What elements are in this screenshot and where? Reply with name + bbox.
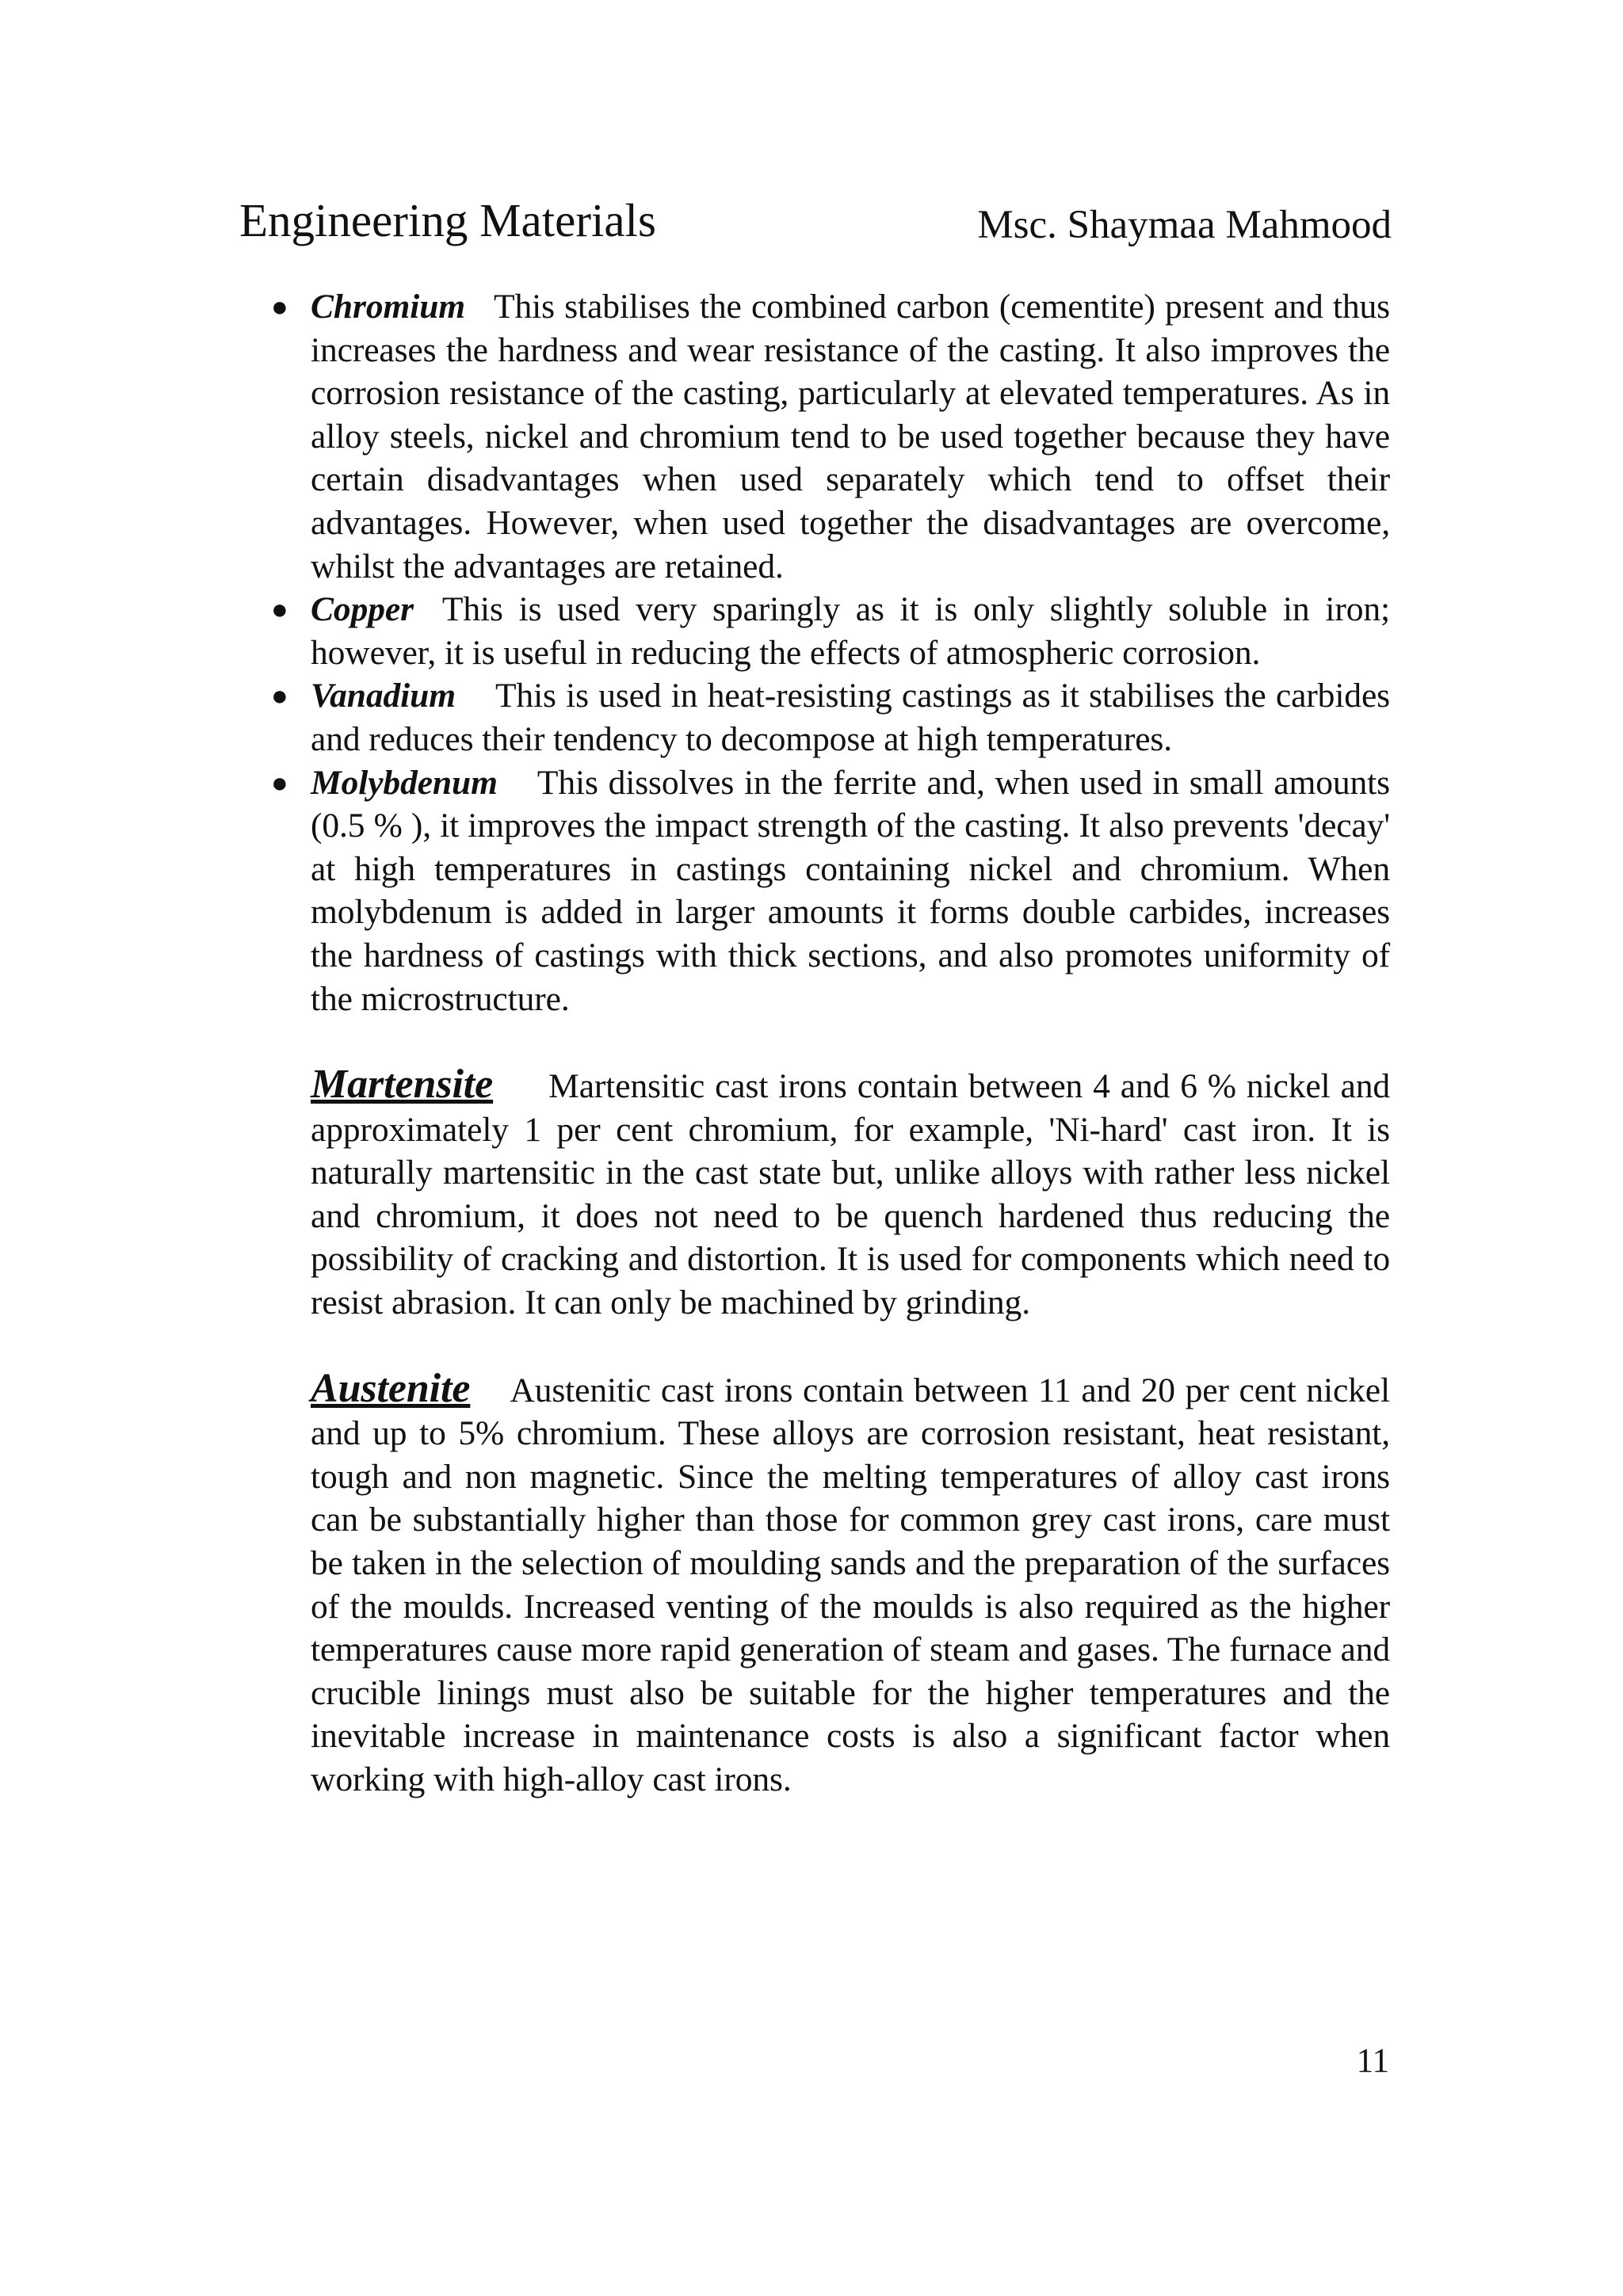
martensite-text: Martensitic cast irons contain between 4 and 6 % nickel and approximately 1 per cent chromium, for example, 'Ni-hard' cast iron. It is naturally martensitic in the cast state but, unlike alloys with rather less nickel and chromium, it does not need to be quench hardened thus reducing the possibility of cracking and distortion. It is used for components which need to resist abrasion. It can only be machined by grinding.: [311, 1067, 1390, 1322]
list-item-copper: [271, 588, 1390, 674]
copper-description: This is used very sparingly as it is only slightly soluble in iron; however, it is useful in reducing the effects of atmospheric corrosion.: [311, 590, 1390, 672]
list-item-vanadium: [271, 674, 1390, 761]
document-title: Engineering Materials: [239, 194, 656, 246]
vanadium-description: This is used in heat-resisting castings as it stabilises the carbides and reduces their tendency to decompose at high temperatures.: [311, 677, 1390, 758]
page-number: 11: [1356, 2042, 1389, 2080]
chromium-description: This stabilises the combined carbon (cementite) present and thus increases the hardness and wear resistance of the casting. It also improves the corrosion resistance of the casting, particularly at elevated temperatures. As in alloy steels, nickel and chromium tend to be used together because they have certain disadvantages when used separately which tend to offset their advantages. However, when used together the disadvantages are overcome, whilst the advantages are retained.: [311, 288, 1390, 585]
list-item-molybdenum: [271, 761, 1390, 1021]
term-chromium: Chromium: [311, 288, 466, 326]
austenite-section: [311, 1367, 1390, 1802]
bullet-icon: ●: [271, 766, 288, 799]
molybdenum-description: This dissolves in the ferrite and, when used in small amounts (0.5 % ), it improves the impact strength of the casting. It also prevents 'decay' at high temperatures in castings containing nickel and chromium. When molybdenum is added in larger amounts it forms double carbides, increases the hardness of castings with thick sections, and also promotes uniformity of the microstructure.: [311, 763, 1390, 1018]
author-name: Msc. Shaymaa Mahmood: [977, 203, 1392, 247]
list-item-chromium: [271, 285, 1390, 588]
martensite-heading: Martensite: [311, 1062, 494, 1108]
austenite-heading: Austenite: [311, 1365, 471, 1411]
term-molybdenum: Molybdenum: [311, 763, 498, 802]
bullet-icon: ●: [271, 593, 288, 626]
term-copper: Copper: [311, 590, 414, 629]
alloying-elements-list: [271, 285, 1390, 1020]
bullet-icon: ●: [271, 680, 288, 712]
austenite-text: Austenitic cast irons contain between 11 and 20 per cent nickel and up to 5% chromium. These alloys are corrosion resistant, heat resistant, tough and non magnetic. Since the melting temperatures of alloy cast irons can be substantially higher than those for common grey cast irons, care must be taken in the selection of moulding sands and the preparation of the surfaces of the moulds. Increased venting of the moulds is also required as the higher temperatures cause more rapid generation of steam and gases. The furnace and crucible linings must also be suitable for the higher temperatures and the inevitable increase in maintenance costs is also a significant factor when working with high-alloy cast irons.: [311, 1371, 1390, 1798]
term-vanadium: Vanadium: [311, 677, 456, 715]
martensite-section: [311, 1063, 1390, 1325]
bullet-icon: ●: [271, 291, 288, 322]
page-body: [271, 285, 1390, 1802]
page-header: [239, 189, 1392, 252]
